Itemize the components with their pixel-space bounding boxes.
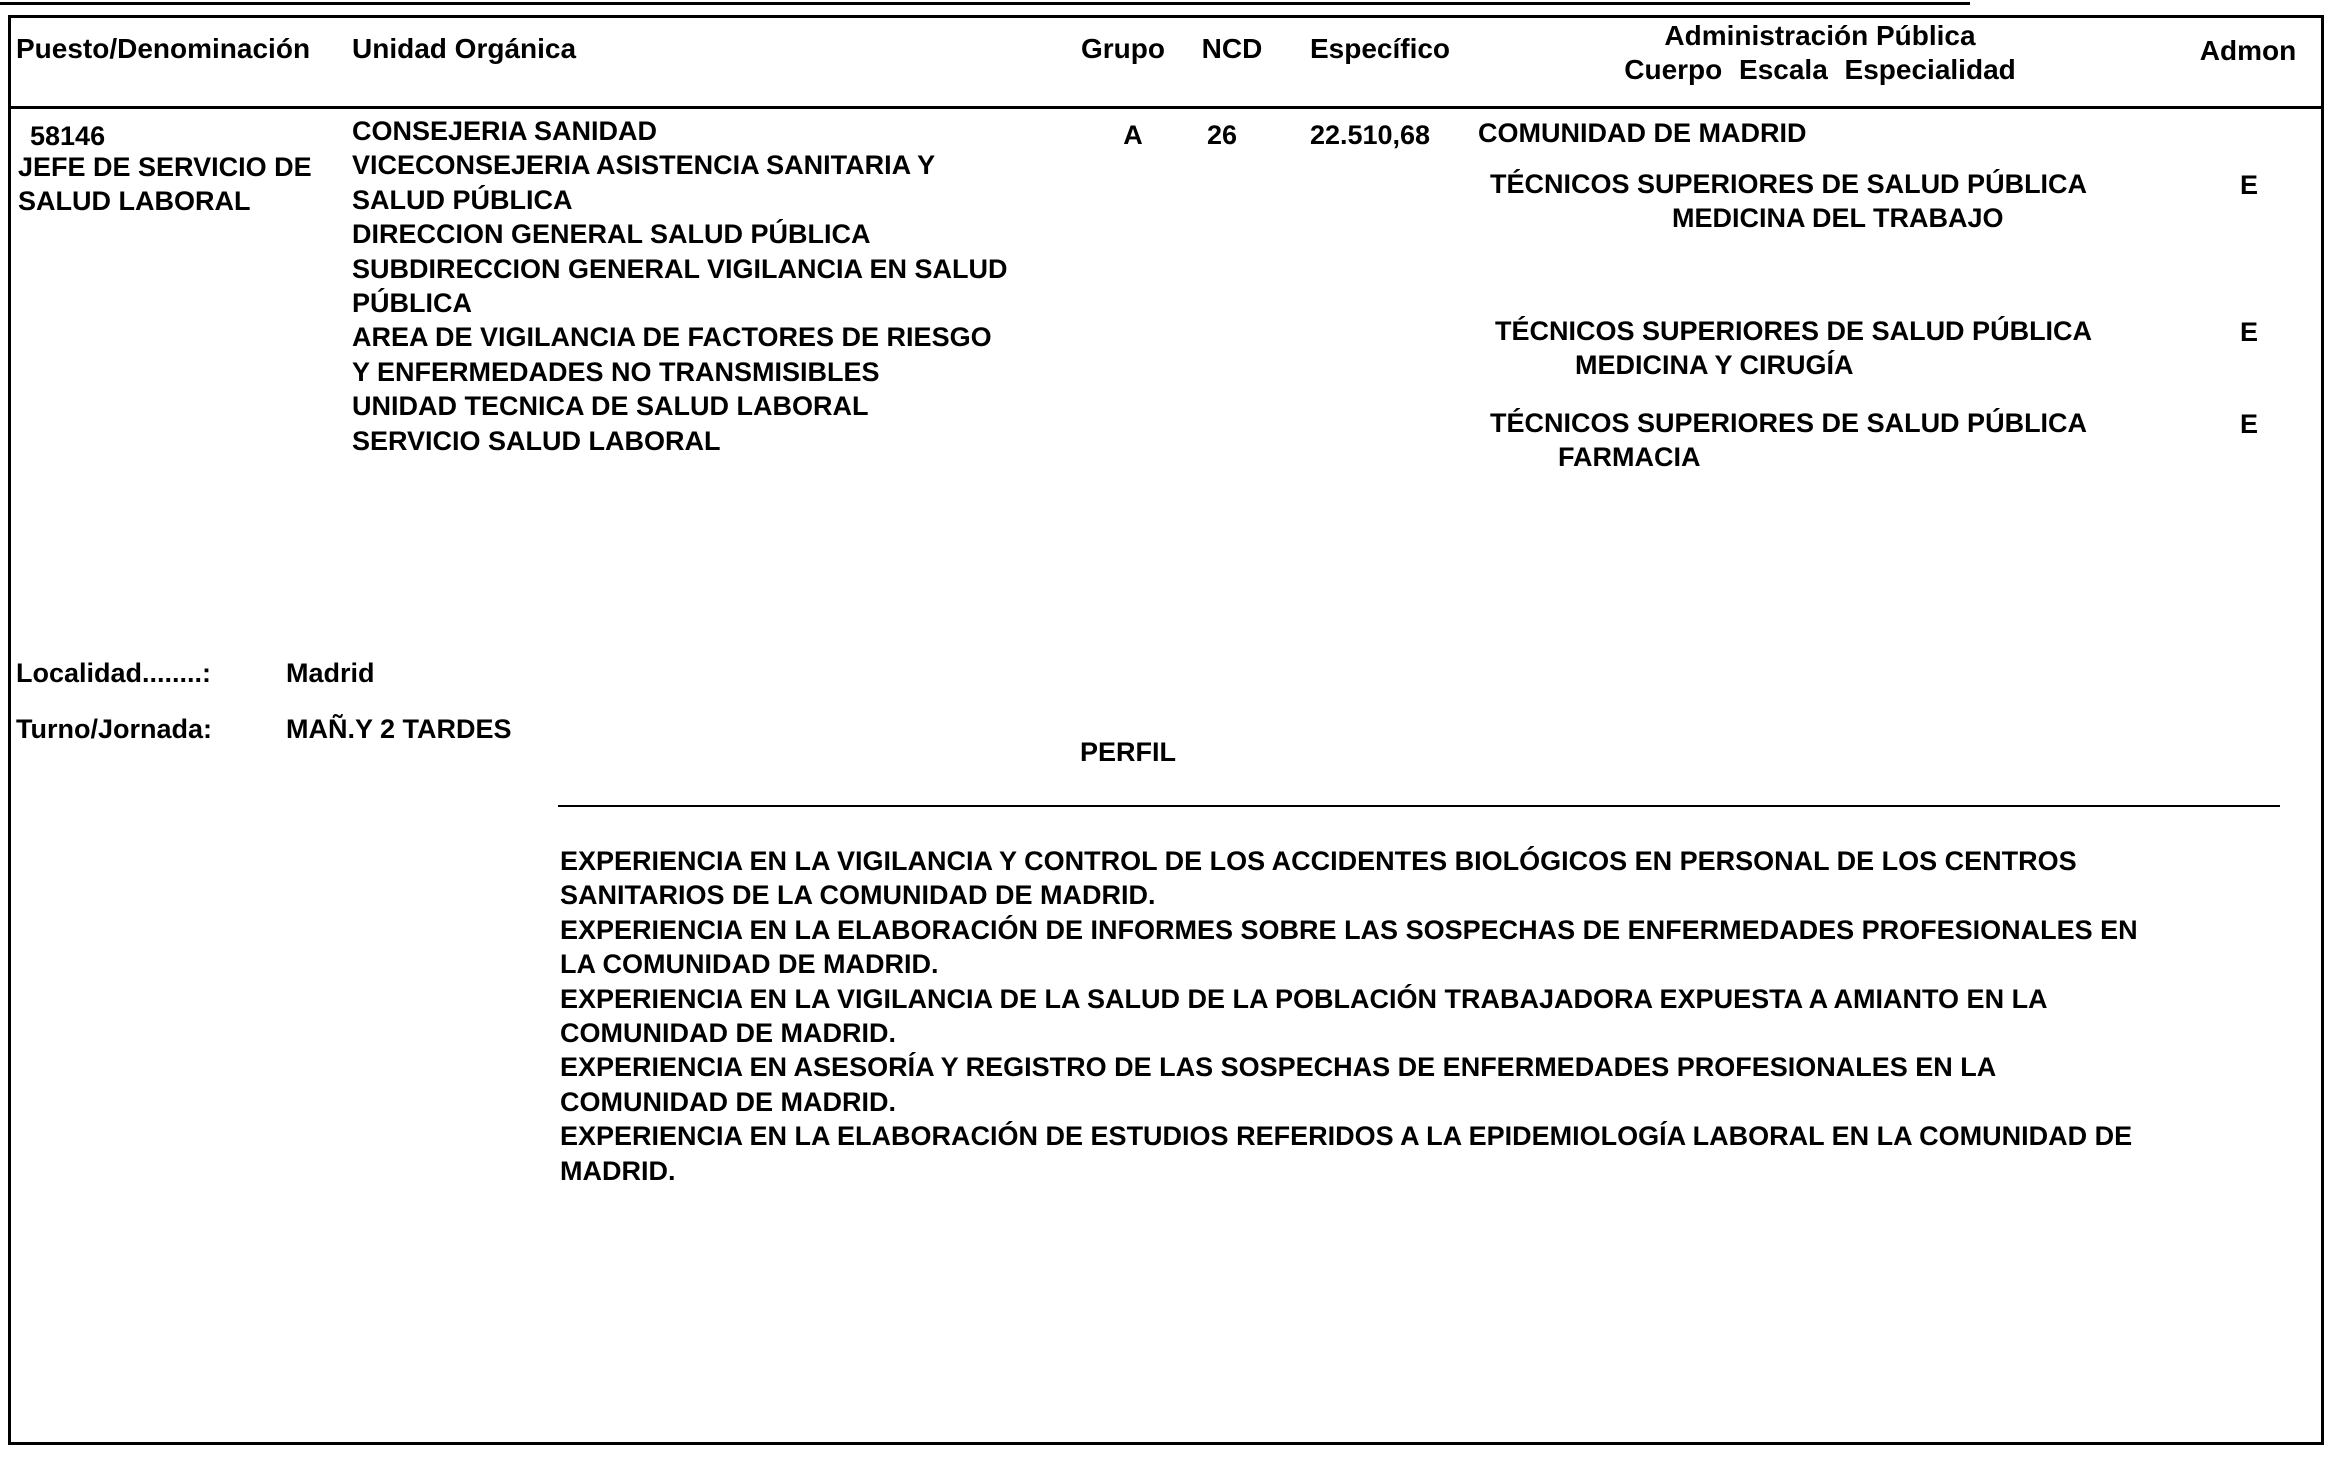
col-header-admin-publica-line1: Administración Pública	[1664, 20, 1976, 51]
denominacion-line: SALUD LABORAL	[18, 186, 251, 216]
especifico-value: 22.510,68	[1309, 120, 1431, 150]
col-header-admon: Admon	[2199, 35, 2297, 66]
col-header-grupo: Grupo	[1081, 33, 1165, 64]
localidad-value: Madrid	[286, 658, 375, 688]
perfil-line: EXPERIENCIA EN LA VIGILANCIA Y CONTROL DE LOS ACCIDENTES BIOLÓGICOS EN PERSONAL DE LOS CENTROS	[560, 846, 2077, 876]
unidad-organica-line: AREA DE VIGILANCIA DE FACTORES DE RIESGO	[352, 322, 992, 353]
unidad-organica-line: SUBDIRECCION GENERAL VIGILANCIA EN SALUD	[352, 253, 1008, 284]
especialidad-line: FARMACIA	[1558, 442, 1701, 472]
turno-label: Turno/Jornada:	[16, 714, 213, 744]
perfil-line: EXPERIENCIA EN ASESORÍA Y REGISTRO DE LAS SOSPECHAS DE ENFERMEDADES PROFESIONALES EN LA	[560, 1052, 1997, 1083]
col-header-admin-publica-line2: Cuerpo Escala Especialidad	[1624, 54, 2016, 85]
perfil-line: EXPERIENCIA EN LA VIGILANCIA DE LA SALUD DE LA POBLACIÓN TRABAJADORA EXPUESTA A AMIANTO EN LA	[560, 983, 2048, 1014]
especialidad-line: MEDICINA Y CIRUGÍA	[1575, 350, 1854, 380]
perfil-line: EXPERIENCIA EN LA ELABORACIÓN DE ESTUDIOS REFERIDOS A LA EPIDEMIOLOGÍA LABORAL EN LA COMUNIDAD DE	[560, 1121, 2133, 1152]
unidad-organica-line: Y ENFERMEDADES NO TRANSMISIBLES	[352, 356, 880, 387]
administracion-value: COMUNIDAD DE MADRID	[1478, 118, 1807, 148]
unidad-organica-line: VICECONSEJERIA ASISTENCIA SANITARIA Y	[352, 150, 936, 181]
unidad-organica-block	[352, 116, 1008, 460]
col-header-especifico: Específico	[1309, 33, 1451, 64]
localidad-label: Localidad........:	[16, 658, 212, 688]
unidad-organica-line: DIRECCION GENERAL SALUD PÚBLICA	[352, 219, 871, 250]
perfil-line: MADRID.	[560, 1155, 676, 1186]
grupo-value: A	[1123, 120, 1143, 150]
ncd-value: 26	[1206, 120, 1238, 150]
unidad-organica-line: CONSEJERIA SANIDAD	[352, 116, 658, 146]
cuerpo-line: TÉCNICOS SUPERIORES DE SALUD PÚBLICA	[1495, 316, 2093, 346]
turno-value: MAÑ.Y 2 TARDES	[286, 714, 512, 744]
cuerpo-line: TÉCNICOS SUPERIORES DE SALUD PÚBLICA	[1490, 169, 2088, 199]
perfil-line: LA COMUNIDAD DE MADRID.	[560, 949, 939, 980]
cuerpo-line: TÉCNICOS SUPERIORES DE SALUD PÚBLICA	[1490, 408, 2088, 438]
perfil-line: COMUNIDAD DE MADRID.	[560, 1017, 896, 1048]
perfil-block	[560, 846, 2138, 1190]
col-header-ncd: NCD	[1201, 33, 1263, 64]
admon-value: E	[2240, 170, 2259, 200]
unidad-organica-line: SERVICIO SALUD LABORAL	[352, 425, 721, 456]
unidad-organica-line: UNIDAD TECNICA DE SALUD LABORAL	[352, 391, 869, 422]
especialidad-line: MEDICINA DEL TRABAJO	[1672, 203, 2004, 233]
denominacion-line: JEFE DE SERVICIO DE	[18, 152, 312, 182]
perfil-line: SANITARIOS DE LA COMUNIDAD DE MADRID.	[560, 880, 1156, 911]
top-partial-rule	[0, 2, 1970, 5]
header-separator-rule	[8, 106, 2324, 109]
unidad-organica-line: SALUD PÚBLICA	[352, 184, 573, 215]
perfil-line: EXPERIENCIA EN LA ELABORACIÓN DE INFORMES SOBRE LAS SOSPECHAS DE ENFERMEDADES PROFESIONALES EN	[560, 914, 2138, 945]
col-header-puesto: Puesto/Denominación	[16, 33, 311, 64]
col-header-unidad: Unidad Orgánica	[352, 33, 577, 64]
perfil-separator-rule	[558, 805, 2280, 807]
admon-value: E	[2240, 317, 2259, 347]
perfil-line: COMUNIDAD DE MADRID.	[560, 1086, 896, 1117]
perfil-title: PERFIL	[1079, 737, 1176, 767]
unidad-organica-line: PÚBLICA	[352, 287, 472, 318]
admon-value: E	[2240, 409, 2259, 439]
puesto-id: 58146	[30, 121, 106, 151]
